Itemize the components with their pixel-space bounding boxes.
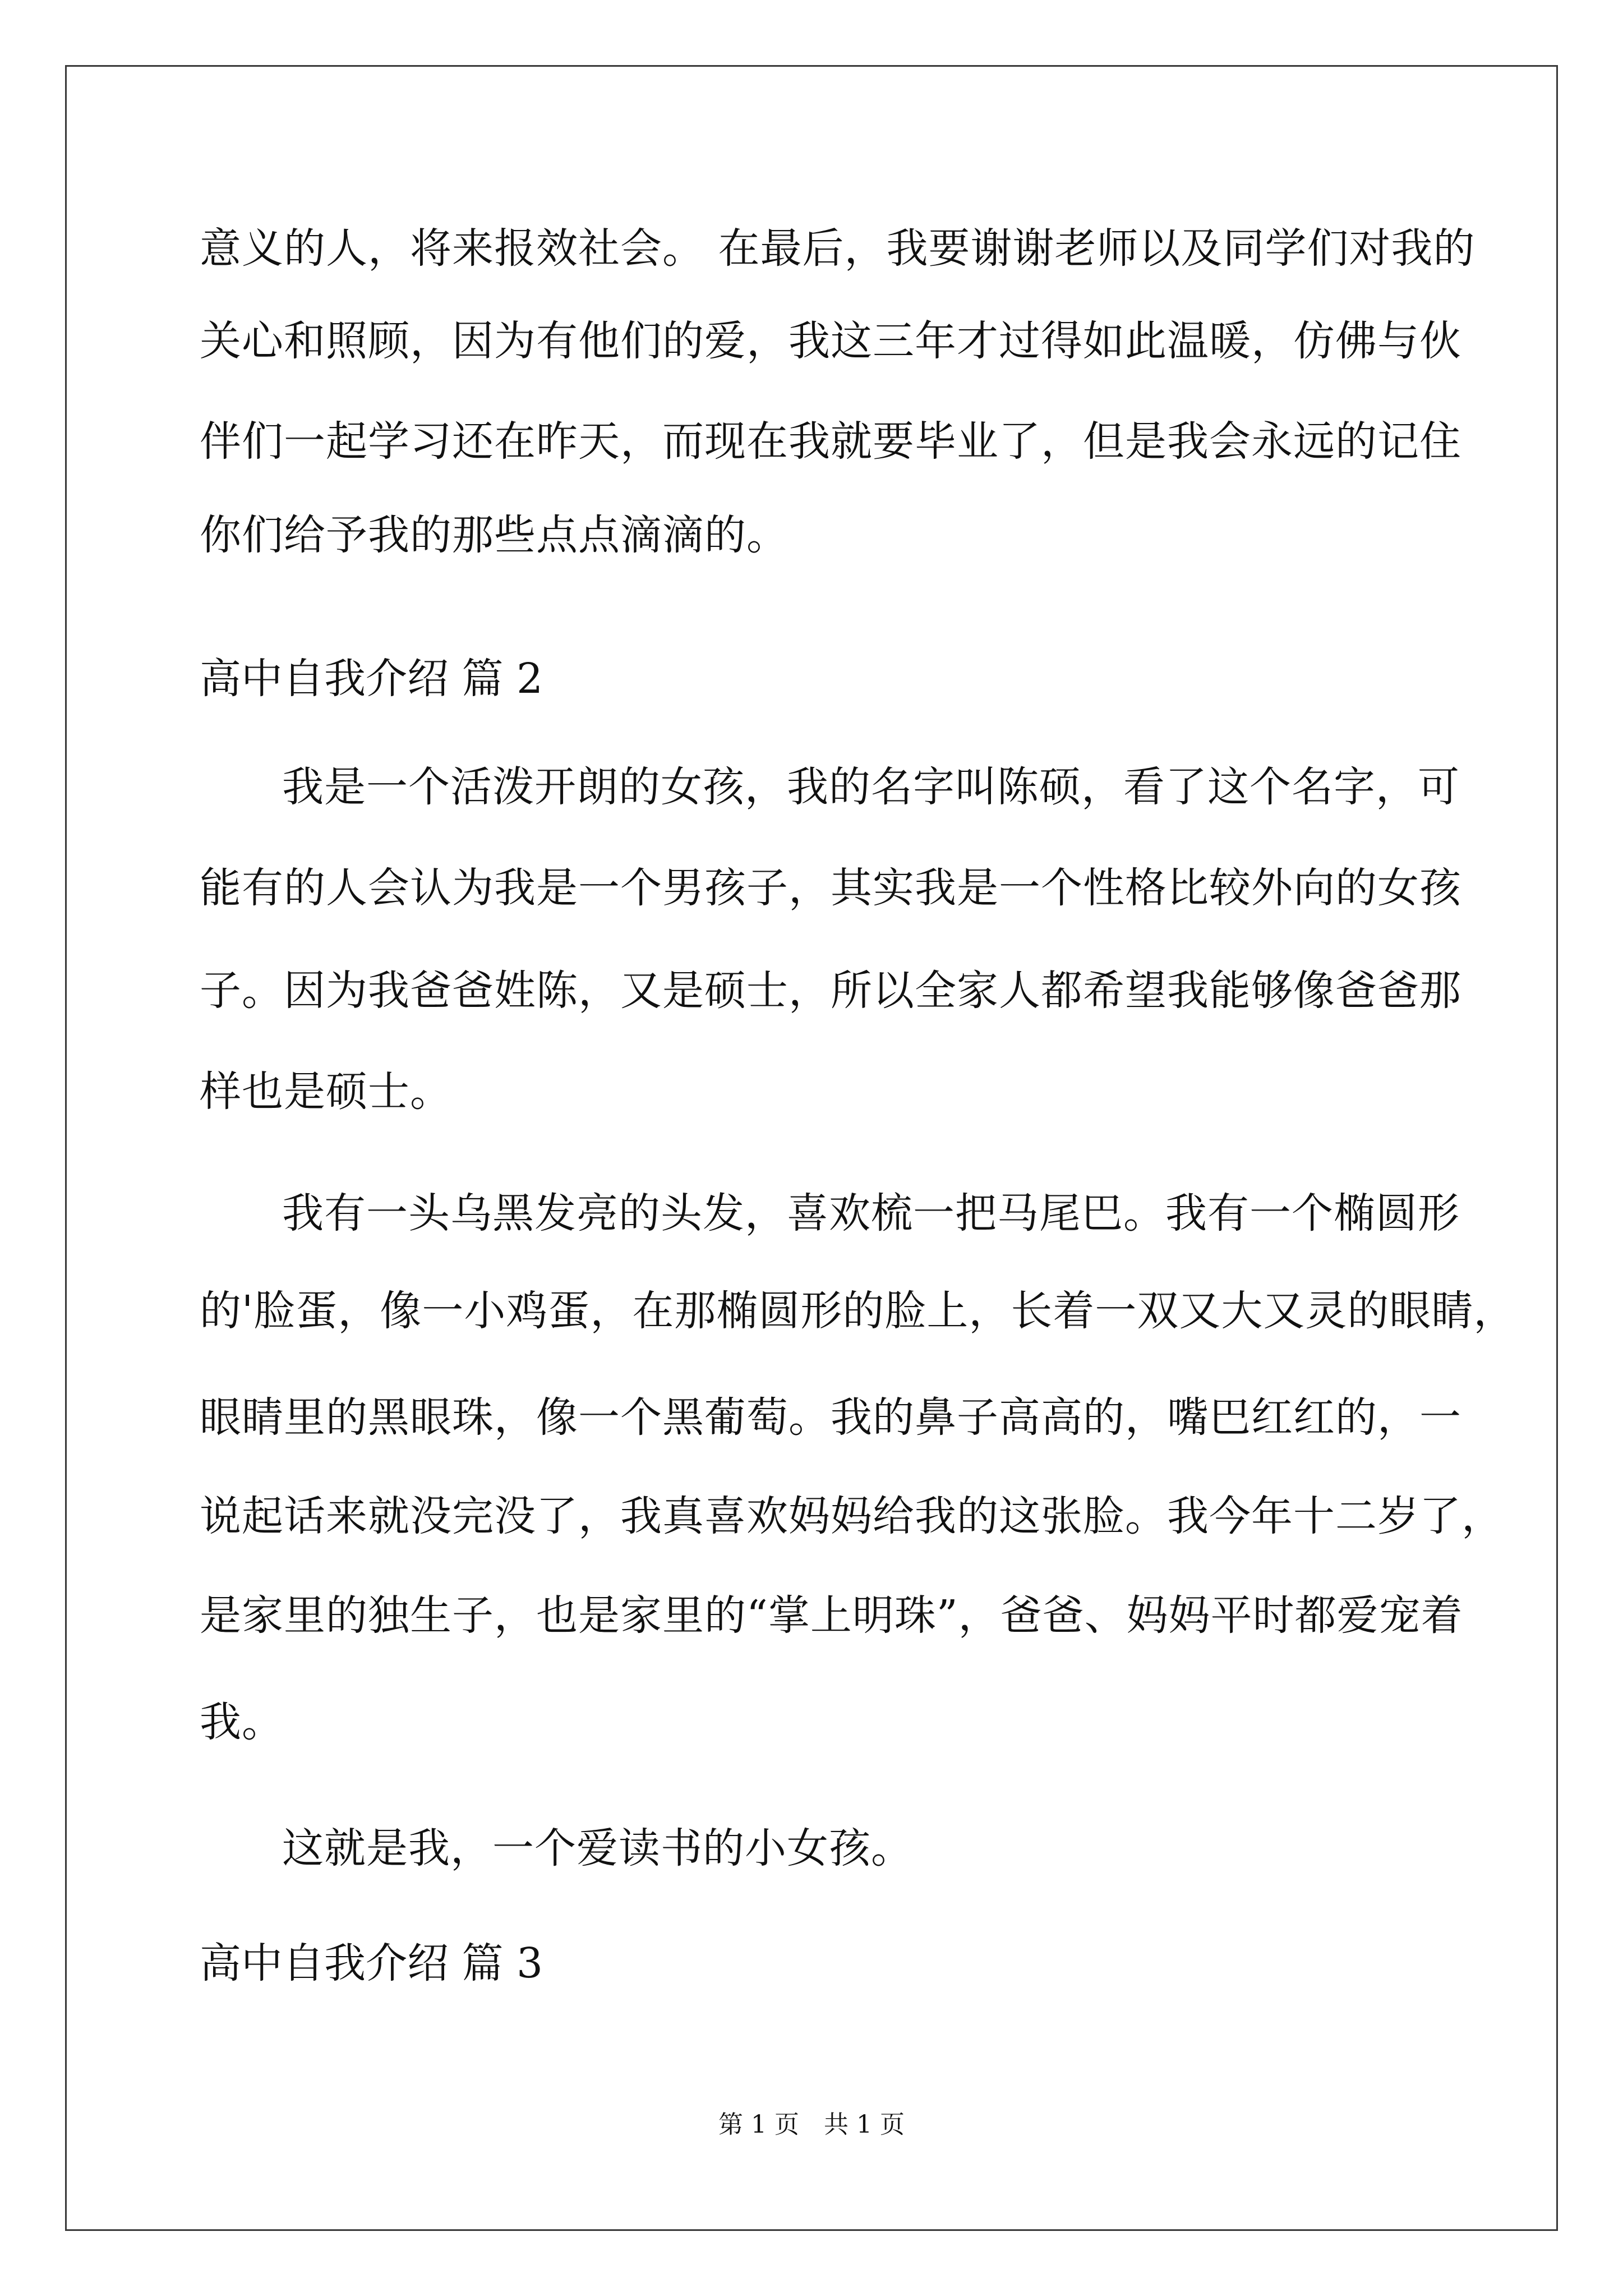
text-line: 我有一头乌黑发亮的头发，喜欢梳一把马尾巴。我有一个椭圆形 [282,1189,1460,1237]
text-line: 关心和照顾，因为有他们的爱，我这三年才过得如此温暖，仿佛与伙 [200,317,1461,365]
section-heading-2: 高中自我介绍 篇 2 [200,655,543,703]
text-line: 眼睛里的黑眼珠，像一个黑葡萄。我的鼻子高高的，嘴巴红红的，一 [200,1393,1461,1442]
text-line: 你们给予我的那些点点滴滴的。 [200,511,789,559]
text-line: 能有的人会认为我是一个男孩子，其实我是一个性格比较外向的女孩 [200,864,1461,912]
section-heading-3: 高中自我介绍 篇 3 [200,1939,543,1987]
text-line: 样也是硕士。 [200,1068,452,1116]
text-line: 意义的人，将来报效社会。 在最后，我要谢谢老师以及同学们对我的 [200,224,1476,273]
text-line: 子。因为我爸爸姓陈，又是硕士，所以全家人都希望我能够像爸爸那 [200,967,1461,1015]
text-line: 我。 [200,1698,284,1746]
text-line: 的'脸蛋，像一小鸡蛋，在那椭圆形的脸上，长着一双又大又灵的眼睛， [200,1287,1516,1335]
page-number-footer: 第 1 页 共 1 页 [718,2110,905,2139]
page-border [65,65,1558,2231]
text-line: 说起话来就没完没了，我真喜欢妈妈给我的这张脸。我今年十二岁了， [200,1492,1504,1540]
text-line: 这就是我，一个爱读书的小女孩。 [282,1824,913,1872]
text-line: 伴们一起学习还在昨天，而现在我就要毕业了，但是我会永远的记住 [200,417,1461,466]
text-line: 我是一个活泼开朗的女孩，我的名字叫陈硕，看了这个名字，可 [282,763,1460,811]
text-line: 是家里的独生子，也是家里的“掌上明珠”，爸爸、妈妈平时都爱宠着 [200,1591,1463,1640]
